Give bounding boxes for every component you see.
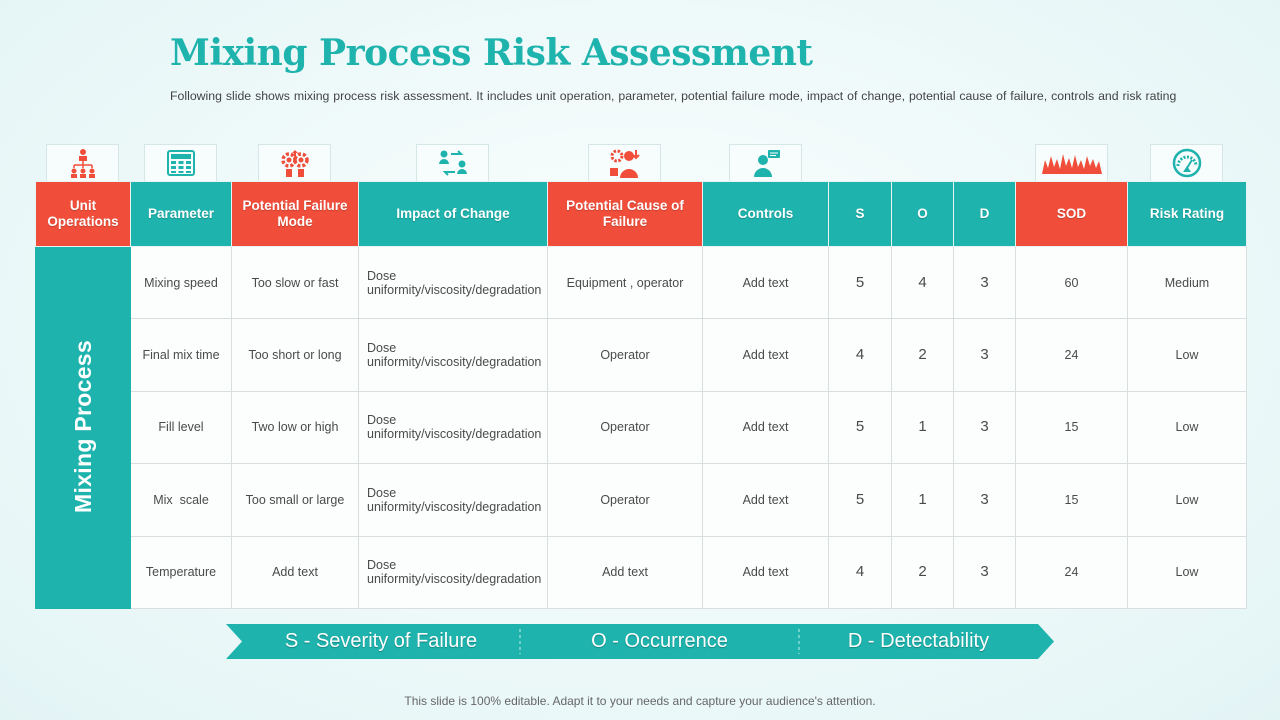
controls-cell: Add text	[703, 536, 829, 608]
risk-assessment-table	[35, 181, 1247, 609]
unit-operation-group-cell	[36, 247, 131, 609]
table-row	[36, 391, 1247, 463]
parameter-cell: Mixing speed	[131, 247, 232, 319]
slide-title: Mixing Process Risk Assessment	[170, 32, 813, 74]
d-cell: 3	[954, 536, 1016, 608]
o-cell: 1	[892, 391, 954, 463]
table-row	[36, 536, 1247, 608]
table-row	[36, 319, 1247, 391]
impact-cell: Dose uniformity/viscosity/degradation	[359, 391, 548, 463]
legend-occurrence: O - Occurrence	[591, 630, 728, 652]
sod-cell: 15	[1016, 464, 1128, 536]
controls-cell: Add text	[703, 247, 829, 319]
header-d: D	[954, 182, 1016, 247]
failure-mode-cell: Too small or large	[232, 464, 359, 536]
calculator-icon	[144, 144, 217, 181]
failure-mode-cell: Too short or long	[232, 319, 359, 391]
header-unit-operations: Unit Operations	[36, 182, 131, 247]
cause-cell: Add text	[548, 536, 703, 608]
parameter-cell: Mix scale	[131, 464, 232, 536]
header-parameter: Parameter	[131, 182, 232, 247]
sod-cell: 24	[1016, 536, 1128, 608]
header-controls: Controls	[703, 182, 829, 247]
cause-cell: Operator	[548, 464, 703, 536]
d-cell: 3	[954, 464, 1016, 536]
parameter-cell: Fill level	[131, 391, 232, 463]
impact-cell: Dose uniformity/viscosity/degradation	[359, 536, 548, 608]
gears-icon	[258, 144, 331, 181]
gauge-icon	[1150, 144, 1223, 181]
parameter-cell: Final mix time	[131, 319, 232, 391]
controls-cell: Add text	[703, 464, 829, 536]
legend-severity: S - Severity of Failure	[284, 630, 478, 652]
cause-cell: Operator	[548, 391, 703, 463]
s-cell: 5	[829, 391, 892, 463]
table-row	[36, 464, 1247, 536]
controls-cell: Add text	[703, 319, 829, 391]
controls-cell: Add text	[703, 391, 829, 463]
cause-cell: Operator	[548, 319, 703, 391]
footer-note: This slide is 100% editable. Adapt it to your needs and capture your audience's attention.	[404, 694, 876, 708]
d-cell: 3	[954, 391, 1016, 463]
risk-rating-cell: Low	[1128, 536, 1247, 608]
unit-operation-group-label: Mixing Process	[70, 339, 96, 513]
header-sod: SOD	[1016, 182, 1128, 247]
s-cell: 4	[829, 536, 892, 608]
slide-subtitle: Following slide shows mixing process risk assessment. It includes unit operation, parameter, potential failure mode, impact of change, potential cause of failure, controls and risk rating	[170, 89, 1177, 103]
o-cell: 1	[892, 464, 954, 536]
table-header-row	[36, 182, 1247, 247]
table-row	[36, 247, 1247, 319]
org-chart-icon	[46, 144, 119, 181]
risk-rating-cell: Medium	[1128, 247, 1247, 319]
header-potential-failure-mode: Potential Failure Mode	[232, 182, 359, 247]
exchange-people-icon	[416, 144, 489, 181]
s-cell: 5	[829, 464, 892, 536]
legend-detectability: D - Detectability	[847, 630, 990, 652]
header-o: O	[892, 182, 954, 247]
s-cell: 5	[829, 247, 892, 319]
d-cell: 3	[954, 319, 1016, 391]
o-cell: 2	[892, 319, 954, 391]
d-cell: 3	[954, 247, 1016, 319]
header-risk-rating: Risk Rating	[1128, 182, 1247, 247]
header-potential-cause-of-failure: Potential Cause of Failure	[548, 182, 703, 247]
header-impact-of-change: Impact of Change	[359, 182, 548, 247]
o-cell: 2	[892, 536, 954, 608]
impact-cell: Dose uniformity/viscosity/degradation	[359, 464, 548, 536]
cause-cell: Equipment , operator	[548, 247, 703, 319]
sod-cell: 60	[1016, 247, 1128, 319]
risk-rating-cell: Low	[1128, 391, 1247, 463]
worker-gears-icon	[588, 144, 661, 181]
failure-mode-cell: Two low or high	[232, 391, 359, 463]
failure-mode-cell: Add text	[232, 536, 359, 608]
s-cell: 4	[829, 319, 892, 391]
o-cell: 4	[892, 247, 954, 319]
impact-cell: Dose uniformity/viscosity/degradation	[359, 319, 548, 391]
parameter-cell: Temperature	[131, 536, 232, 608]
failure-mode-cell: Too slow or fast	[232, 247, 359, 319]
support-agent-icon	[729, 144, 802, 181]
sod-cell: 24	[1016, 319, 1128, 391]
header-s: S	[829, 182, 892, 247]
sod-cell: 15	[1016, 391, 1128, 463]
impact-cell: Dose uniformity/viscosity/degradation	[359, 247, 548, 319]
flame-icon	[1035, 144, 1108, 181]
risk-rating-cell: Low	[1128, 464, 1247, 536]
sod-legend-banner	[226, 624, 1054, 659]
risk-rating-cell: Low	[1128, 319, 1247, 391]
